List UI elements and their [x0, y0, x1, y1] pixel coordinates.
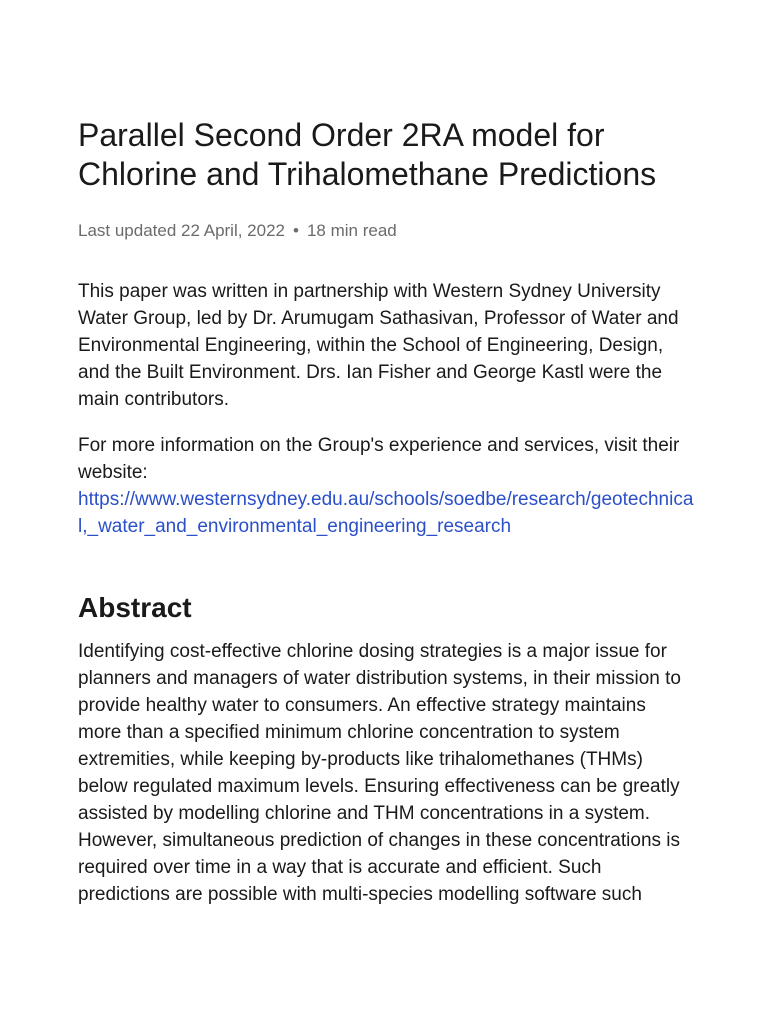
abstract-heading: Abstract: [78, 592, 192, 623]
intro-paragraph: This paper was written in partnership with Western Sydney University Water Group, led by Dr. Arumugam Sathasivan, Professor of Water and Environmental Engineering, within the School of Engineering, Design, and the Built Environment. Drs. Ian Fisher and George Kastl were the main contributors.: [78, 281, 679, 410]
last-updated: Last updated 22 April, 2022: [78, 221, 285, 240]
read-time: 18 min read: [306, 221, 397, 240]
article-title: Parallel Second Order 2RA model for Chlorine and Trihalomethane Predictions: [78, 117, 657, 192]
abstract-paragraph: Identifying cost-effective chlorine dosing strategies is a major issue for planners and managers of water distribution systems, in their mission to provide healthy water to consumers. An effective strategy maintains more than a specified minimum chlorine concentration to system extremities, while keeping by-products like trihalomethanes (THMs) below regulated maximum levels. Ensuring effectiveness can be greatly assisted by modelling chlorine and THM concentrations in a system. However, simultaneous prediction of changes in these concentrations is required over time in a way that is accurate and efficient. Such predictions are possible with multi-species modelling software such: [78, 641, 681, 905]
more-info-text: For more information on the Group's experience and services, visit their website:: [78, 435, 680, 483]
website-link[interactable]: https://www.westernsydney.edu.au/schools/soedbe/research/geotechnical,_water_and_environmental_engineering_research: [78, 489, 694, 537]
article-body: [78, 116, 694, 908]
meta-separator: •: [293, 221, 299, 240]
more-info-paragraph: [78, 432, 694, 540]
article-meta: [78, 220, 694, 242]
